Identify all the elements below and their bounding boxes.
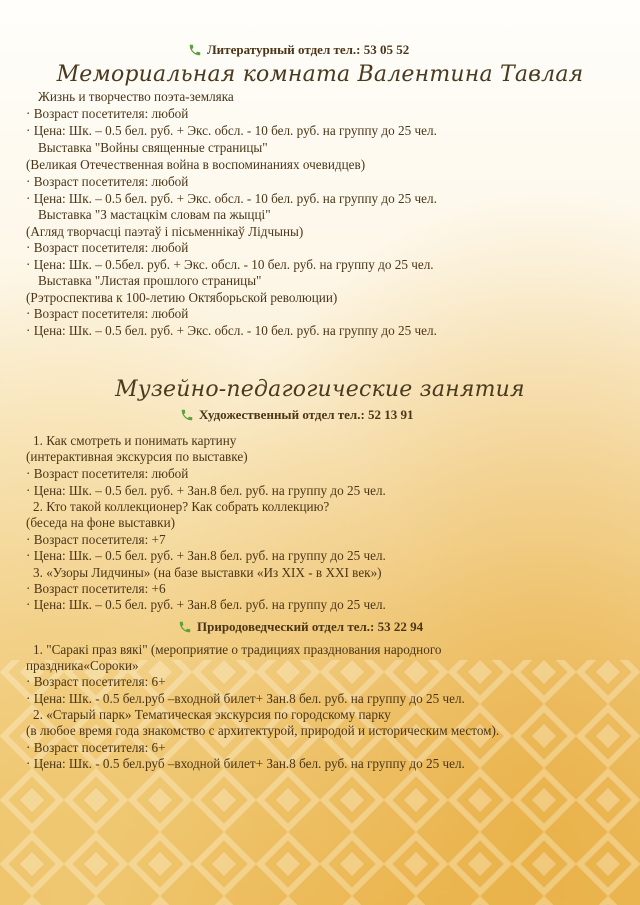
museum-pedagogy-title: Музейно-педагогические занятия	[115, 377, 525, 402]
age-line: · Возраст посетителя: +6	[26, 581, 166, 596]
price-line: · Цена: Шк. – 0.5бел. руб. + Экс. обсл. - 10 бел. руб. на группу до 25 чел.	[26, 257, 434, 272]
art-dept-phone	[180, 407, 414, 423]
art-dept-phone-text: Художественный отдел тел.: 52 13 91	[199, 407, 414, 422]
lesson-desc: (интерактивная экскурсия по выставке)	[26, 449, 248, 464]
lesson-3-title: 3. «Узоры Лидчины» (на базе выставки «Из XIX - в XXI век»)	[33, 565, 382, 580]
lesson-desc: (беседа на фоне выставки)	[26, 515, 176, 530]
memorial-room-title: Мемориальная комната Валентина Тавлая	[56, 62, 584, 87]
nature-lesson-1-title: 1. "Саракі праз вякі" (мероприятие о традициях празднования народного	[33, 642, 442, 657]
exhibition-past-title: Выставка "Листая прошлого страницы"	[38, 273, 262, 288]
age-line: · Возраст посетителя: любой	[26, 466, 189, 481]
lesson-2-title: 2. Кто такой коллекционер? Как собрать коллекцию?	[33, 499, 330, 514]
price-line: · Цена: Шк. - 0.5 бел.руб –входной билет+ Зан.8 бел. руб. на группу до 25 чел.	[26, 691, 465, 706]
price-line: · Цена: Шк. – 0.5 бел. руб. + Экс. обсл. - 10 бел. руб. на группу до 25 чел.	[26, 123, 437, 138]
age-line: · Возраст посетителя: +7	[26, 532, 166, 547]
exhibition-desc: (Агляд творчасці паэтаў і пісьменнікаў Лідчыны)	[26, 224, 304, 239]
exhibition-war-title: Выставка "Войны священные страницы"	[38, 140, 268, 155]
lesson-desc: (в любое время года знакомство с архитектурой, природой и историческим местом).	[26, 723, 500, 738]
lesson-1-title: 1. Как смотреть и понимать картину	[33, 433, 237, 448]
price-line: · Цена: Шк. – 0.5 бел. руб. + Экс. обсл. - 10 бел. руб. на группу до 25 чел.	[26, 323, 437, 338]
price-line: · Цена: Шк. - 0.5 бел.руб –входной билет+ Зан.8 бел. руб. на группу до 25 чел.	[26, 756, 465, 771]
age-line: · Возраст посетителя: 6+	[26, 740, 166, 755]
exhibition-word-title: Выставка "З мастацкім словам па жыцці"	[38, 207, 271, 222]
nature-dept-phone-text: Природоведческий отдел тел.: 53 22 94	[197, 619, 424, 634]
price-line: · Цена: Шк. – 0.5 бел. руб. + Экс. обсл. - 10 бел. руб. на группу до 25 чел.	[26, 191, 437, 206]
price-line: · Цена: Шк. – 0.5 бел. руб. + Зан.8 бел. руб. на группу до 25 чел.	[26, 548, 386, 563]
nature-lesson-2-title: 2. «Старый парк» Тематическая экскурсия по городскому парку	[33, 707, 391, 722]
age-line: · Возраст посетителя: 6+	[26, 674, 166, 689]
phone-icon	[180, 408, 194, 422]
phone-icon	[178, 620, 192, 634]
price-line: · Цена: Шк. – 0.5 бел. руб. + Зан.8 бел. руб. на группу до 25 чел.	[26, 483, 386, 498]
age-line: · Возраст посетителя: любой	[26, 306, 189, 321]
literary-dept-phone-text: Литературный отдел тел.: 53 05 52	[207, 42, 410, 57]
exhibition-desc: (Великая Отечественная война в воспоминаниях очевидцев)	[26, 157, 366, 172]
nature-dept-phone	[178, 619, 423, 635]
age-line: · Возраст посетителя: любой	[26, 174, 189, 189]
item-life-work: Жизнь и творчество поэта-земляка	[38, 89, 234, 104]
phone-icon	[188, 43, 202, 57]
literary-dept-phone	[188, 42, 409, 58]
exhibition-desc: (Рэтроспектива к 100-летию Октяборьской революции)	[26, 290, 338, 305]
age-line: · Возраст посетителя: любой	[26, 106, 189, 121]
price-line: · Цена: Шк. – 0.5 бел. руб. + Зан.8 бел. руб. на группу до 25 чел.	[26, 597, 386, 612]
age-line: · Возраст посетителя: любой	[26, 240, 189, 255]
nature-lesson-1-title-cont: праздника«Сороки»	[26, 658, 139, 673]
